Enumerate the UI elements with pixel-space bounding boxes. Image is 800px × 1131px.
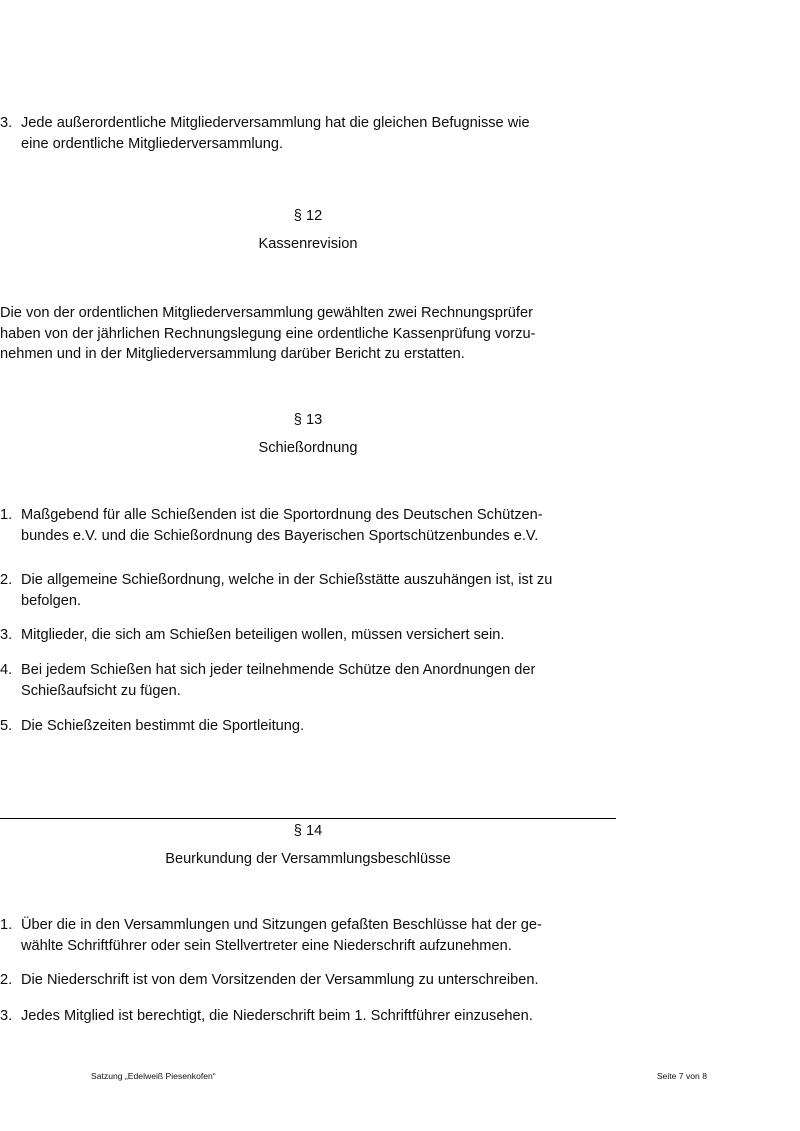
list-item: [0, 915, 616, 956]
list-item-marker: 3.: [0, 115, 13, 131]
text-line: Die Niederschrift ist von dem Vorsitzenden der Versammlung zu unterschreiben.: [21, 972, 539, 988]
text-line: befolgen.: [21, 592, 82, 609]
section-title: Schießordnung: [258, 440, 358, 456]
list-item: [0, 716, 616, 737]
list-item-body: [21, 625, 616, 646]
text-line: Maßgebend für alle Schießenden ist die Sportordnung des Deutschen Schützen-: [21, 507, 543, 523]
list-item-body: [21, 505, 616, 546]
list-item: [0, 1006, 616, 1027]
text-line: Jede außerordentliche Mitgliederversammlung hat die gleichen Befugnisse wie: [21, 115, 530, 131]
section-title: Beurkundung der Versammlungsbeschlüsse: [165, 851, 451, 867]
list-item-marker: 3.: [0, 1008, 13, 1024]
section-number: § 13: [293, 412, 323, 428]
list-item-body: [21, 716, 616, 737]
text-line: Jedes Mitglied ist berechtigt, die Niederschrift beim 1. Schriftführer einzusehen.: [21, 1008, 533, 1024]
text-line: haben von der jährlichen Rechnungslegung eine ordentliche Kassenprüfung vorzu-: [0, 325, 536, 342]
section-number: § 12: [293, 208, 323, 224]
list-item-marker: 1.: [0, 507, 13, 523]
text-line: bundes e.V. und die Schießordnung des Bayerischen Sportschützenbundes e.V.: [21, 527, 539, 544]
list-item-marker: 4.: [0, 662, 13, 678]
list-item: [0, 570, 616, 611]
footer-page-number: Seite 7 von 8: [656, 1071, 707, 1081]
list-item-marker: 2.: [0, 972, 13, 988]
list-item: [0, 660, 616, 701]
text-line: Mitglieder, die sich am Schießen beteiligen wollen, müssen versichert sein.: [21, 627, 505, 643]
text-line: Die allgemeine Schießordnung, welche in der Schießstätte auszuhängen ist, ist zu: [21, 572, 553, 588]
page-footer: [91, 1070, 707, 1082]
footer-document-title: Satzung „Edelweiß Piesenkofen“: [91, 1071, 216, 1081]
list-item-marker: 2.: [0, 572, 13, 588]
list-item: [0, 970, 616, 991]
section-title: Kassenrevision: [258, 236, 358, 252]
text-line: Bei jedem Schießen hat sich jeder teilnehmende Schütze den Anordnungen der: [21, 662, 536, 678]
list-item-body: [21, 570, 616, 611]
list-item-body: [21, 1006, 616, 1027]
text-line: eine ordentliche Mitgliederversammlung.: [21, 135, 284, 152]
section-number: § 14: [293, 823, 323, 839]
text-line: wählte Schriftführer oder sein Stellvertreter eine Niederschrift aufzunehmen.: [21, 937, 512, 954]
list-item-body: [21, 970, 616, 991]
list-item-body: [21, 113, 616, 154]
list-item: [0, 505, 616, 546]
list-item-body: [21, 915, 616, 956]
section-12-paragraph: [0, 303, 616, 365]
text-line: Schießaufsicht zu fügen.: [21, 682, 181, 699]
section-divider: [0, 818, 616, 819]
list-item-marker: 5.: [0, 718, 13, 734]
text-line: Die von der ordentlichen Mitgliederversammlung gewählten zwei Rechnungsprüfer: [0, 305, 533, 321]
list-item: [0, 113, 616, 154]
list-item: [0, 625, 616, 646]
list-item-marker: 1.: [0, 917, 13, 933]
text-line: Die Schießzeiten bestimmt die Sportleitung.: [21, 718, 305, 734]
list-item-body: [21, 660, 616, 701]
text-line: nehmen und in der Mitgliederversammlung darüber Bericht zu erstatten.: [0, 346, 465, 363]
text-line: Über die in den Versammlungen und Sitzungen gefaßten Beschlüsse hat der ge-: [21, 917, 542, 933]
list-item-marker: 3.: [0, 627, 13, 643]
